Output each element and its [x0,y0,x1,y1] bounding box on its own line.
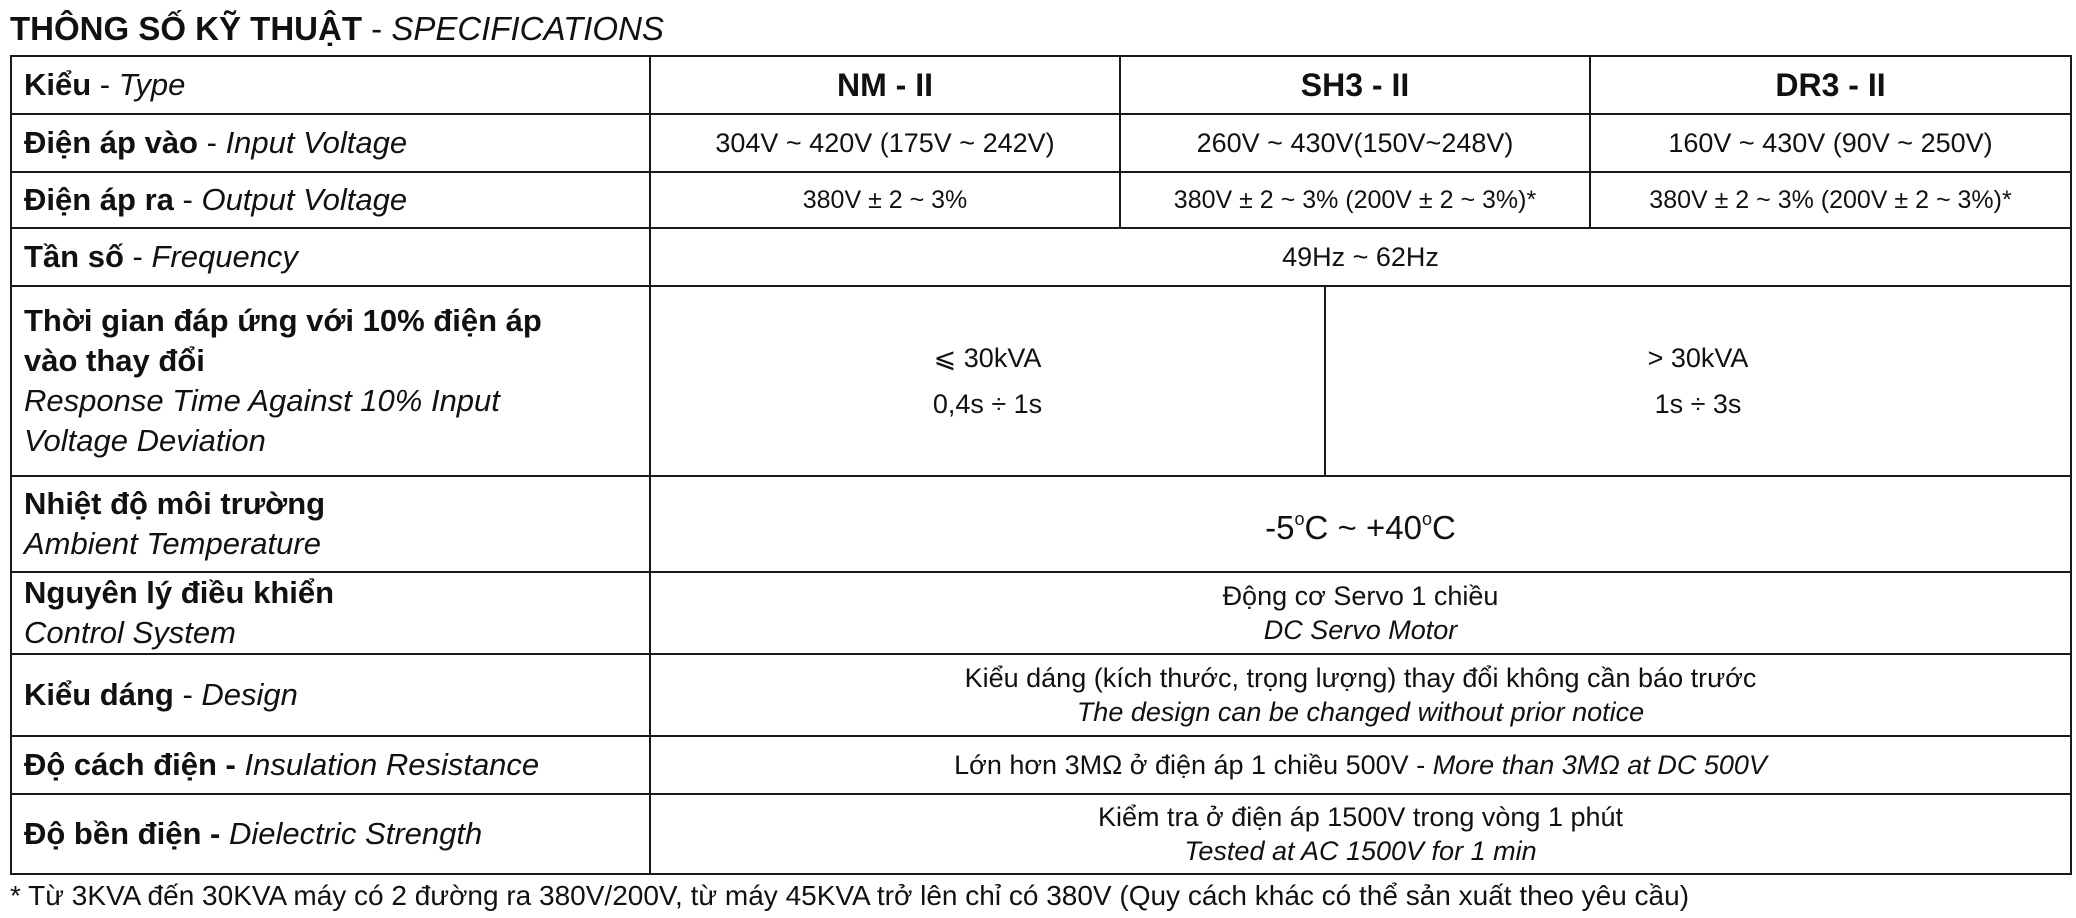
model-header-nm-ii: NM - II [650,56,1120,114]
response-time-small-value: 0,4s ÷ 1s [932,389,1043,419]
table-row-output-voltage [11,172,2071,228]
table-row-response-time [11,286,2071,476]
insulation-resistance-value: Lớn hơn 3MΩ ở điện áp 1 chiều 500V - More than 3MΩ at DC 500V [650,736,2071,794]
table-row-type [11,56,2071,114]
table-row-input-voltage [11,114,2071,172]
row-label-output-voltage: Điện áp ra - Output Voltage [11,172,650,228]
row-label-design: Kiểu dáng - Design [11,654,650,736]
design-value: Kiểu dáng (kích thước, trọng lượng) thay đổi không cần báo trước The design can be changed without prior notice [650,654,2071,736]
input-voltage-dr3: 160V ~ 430V (90V ~ 250V) [1590,114,2071,172]
response-time-large-value: 1s ÷ 3s [1654,389,1742,419]
output-voltage-nm: 380V ± 2 ~ 3% [650,172,1120,228]
response-range-large: > 30kVA [1647,343,1749,373]
table-row-control-system [11,572,2071,654]
ambient-temperature-value: -5$^o$C ~ $+40^oC$ [650,476,2071,572]
row-label-insulation-resistance: Độ cách điện - Insulation Resistance [11,736,650,794]
response-time-large [1325,286,2071,476]
footnote: * Từ 3KVA đến 30KVA máy có 2 đường ra 380V/200V, từ máy 45KVA trở lên chỉ có 380V (Quy cách khác có thể sản xuất theo yêu cầu) [10,880,1690,911]
output-voltage-sh3: 380V ± 2 ~ 3% (200V ± 2 ~ 3%)* [1120,172,1590,228]
model-header-sh3-ii: SH3 - II [1120,56,1590,114]
response-range-small: ⩽ 30kVA [933,343,1042,373]
table-row-ambient-temperature [11,476,2071,572]
row-label-frequency: Tần số - Frequency [11,228,650,286]
dielectric-strength-value: Kiểm tra ở điện áp 1500V trong vòng 1 phút Tested at AC 1500V for 1 min [650,794,2071,874]
row-label-ambient-temperature: Nhiệt độ môi trường Ambient Temperature [11,476,650,572]
control-system-value: Động cơ Servo 1 chiều DC Servo Motor [650,572,2071,654]
title-en: SPECIFICATIONS [391,10,664,47]
row-label-response-time: Thời gian đáp ứng với 10% điện áp vào thay đổi Response Time Against 10% Input Voltage Deviation [11,286,650,476]
input-voltage-sh3: 260V ~ 430V(150V~248V) [1120,114,1590,172]
specifications-table [10,55,2072,875]
page-title [10,6,664,52]
table-row-design [11,654,2071,736]
frequency-value: 49Hz ~ 62Hz [650,228,2071,286]
title-vi: THÔNG SỐ KỸ THUẬT [10,10,362,47]
output-voltage-dr3: 380V ± 2 ~ 3% (200V ± 2 ~ 3%)* [1590,172,2071,228]
row-label-type: Kiểu - Type [11,56,650,114]
table-row-insulation-resistance [11,736,2071,794]
row-label-input-voltage: Điện áp vào - Input Voltage [11,114,650,172]
input-voltage-nm: 304V ~ 420V (175V ~ 242V) [650,114,1120,172]
title-separator: - [362,10,392,47]
table-row-dielectric-strength [11,794,2071,874]
row-label-control-system: Nguyên lý điều khiển Control System [11,572,650,654]
table-row-frequency [11,228,2071,286]
response-time-small [650,286,1325,476]
row-label-dielectric-strength: Độ bền điện - Dielectric Strength [11,794,650,874]
model-header-dr3-ii: DR3 - II [1590,56,2071,114]
